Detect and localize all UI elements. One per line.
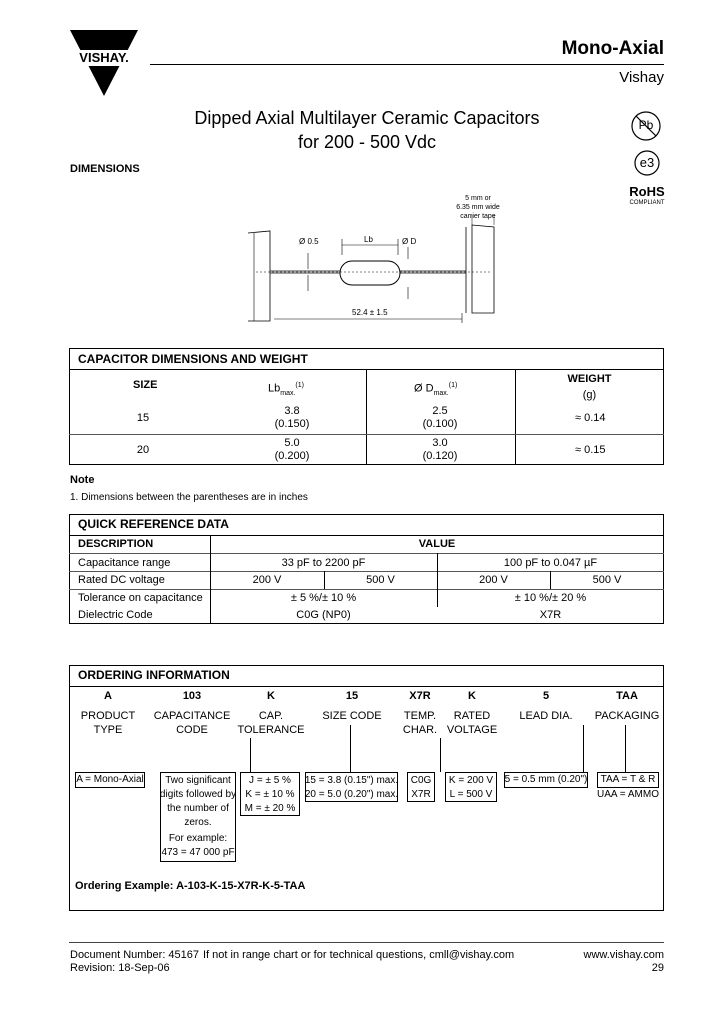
header-rule: [150, 64, 664, 65]
page-title-line1: Dipped Axial Multilayer Ceramic Capacitors: [194, 108, 540, 128]
table-row: Tolerance on capacitance: [78, 592, 203, 604]
document-number: Document Number: 45167: [70, 949, 200, 961]
ordering-example: Ordering Example: A-103-K-15-X7R-K-5-TAA: [75, 880, 306, 892]
qrd-col-value: VALUE: [418, 538, 456, 550]
dimension-drawing: 5 mm or 6.35 mm wide carrier tape Ø 0.5 Lb Ø D 52.4 ± 1.5: [240, 195, 500, 325]
table-row: Capacitance range: [78, 557, 171, 569]
company-name: Vishay: [619, 69, 664, 86]
rohs-label: RoHS: [629, 184, 665, 199]
col-size: SIZE: [133, 379, 158, 391]
dimensions-heading: DIMENSIONS: [70, 163, 140, 175]
col-od: Ø $D_{max.}^{(1)}$: [414, 382, 458, 397]
pb-free-icon: Pb: [630, 110, 662, 142]
table-row: 15: [136, 412, 150, 424]
page-title-line2: for 200 - 500 Vdc: [297, 132, 437, 152]
note-text: 1. Dimensions between the parentheses are in inches: [70, 492, 308, 503]
page-number: 29: [651, 962, 664, 974]
col-weight-unit: (g): [582, 389, 597, 401]
qrd-title: QUICK REFERENCE DATA: [78, 517, 229, 531]
website-link[interactable]: www.vishay.com: [583, 949, 664, 961]
col-lb: $Lb_{max.}^{(1)}$: [268, 382, 304, 397]
qrd-col-description: DESCRIPTION: [78, 538, 154, 550]
table-row: Dielectric Code: [78, 609, 153, 621]
footer-rule: [69, 942, 664, 943]
table-row: Rated DC voltage: [78, 574, 165, 586]
brand-text: VISHAY.: [79, 50, 129, 65]
col-weight: WEIGHT: [567, 373, 612, 385]
cap-table-title: CAPACITOR DIMENSIONS AND WEIGHT: [78, 352, 308, 366]
contact: If not in range chart or for technical questions, cmll@vishay.com: [203, 949, 515, 961]
rohs-compliant: COMPLIANT: [629, 200, 665, 206]
ordering-title: ORDERING INFORMATION: [78, 668, 230, 682]
e3-icon: e3: [634, 150, 660, 176]
note-title: Note: [70, 474, 95, 486]
revision: Revision: 18-Sep-06: [70, 962, 170, 974]
table-row: 20: [136, 444, 150, 456]
product-name: Mono-Axial: [561, 38, 664, 59]
vishay-logo: [68, 28, 140, 98]
